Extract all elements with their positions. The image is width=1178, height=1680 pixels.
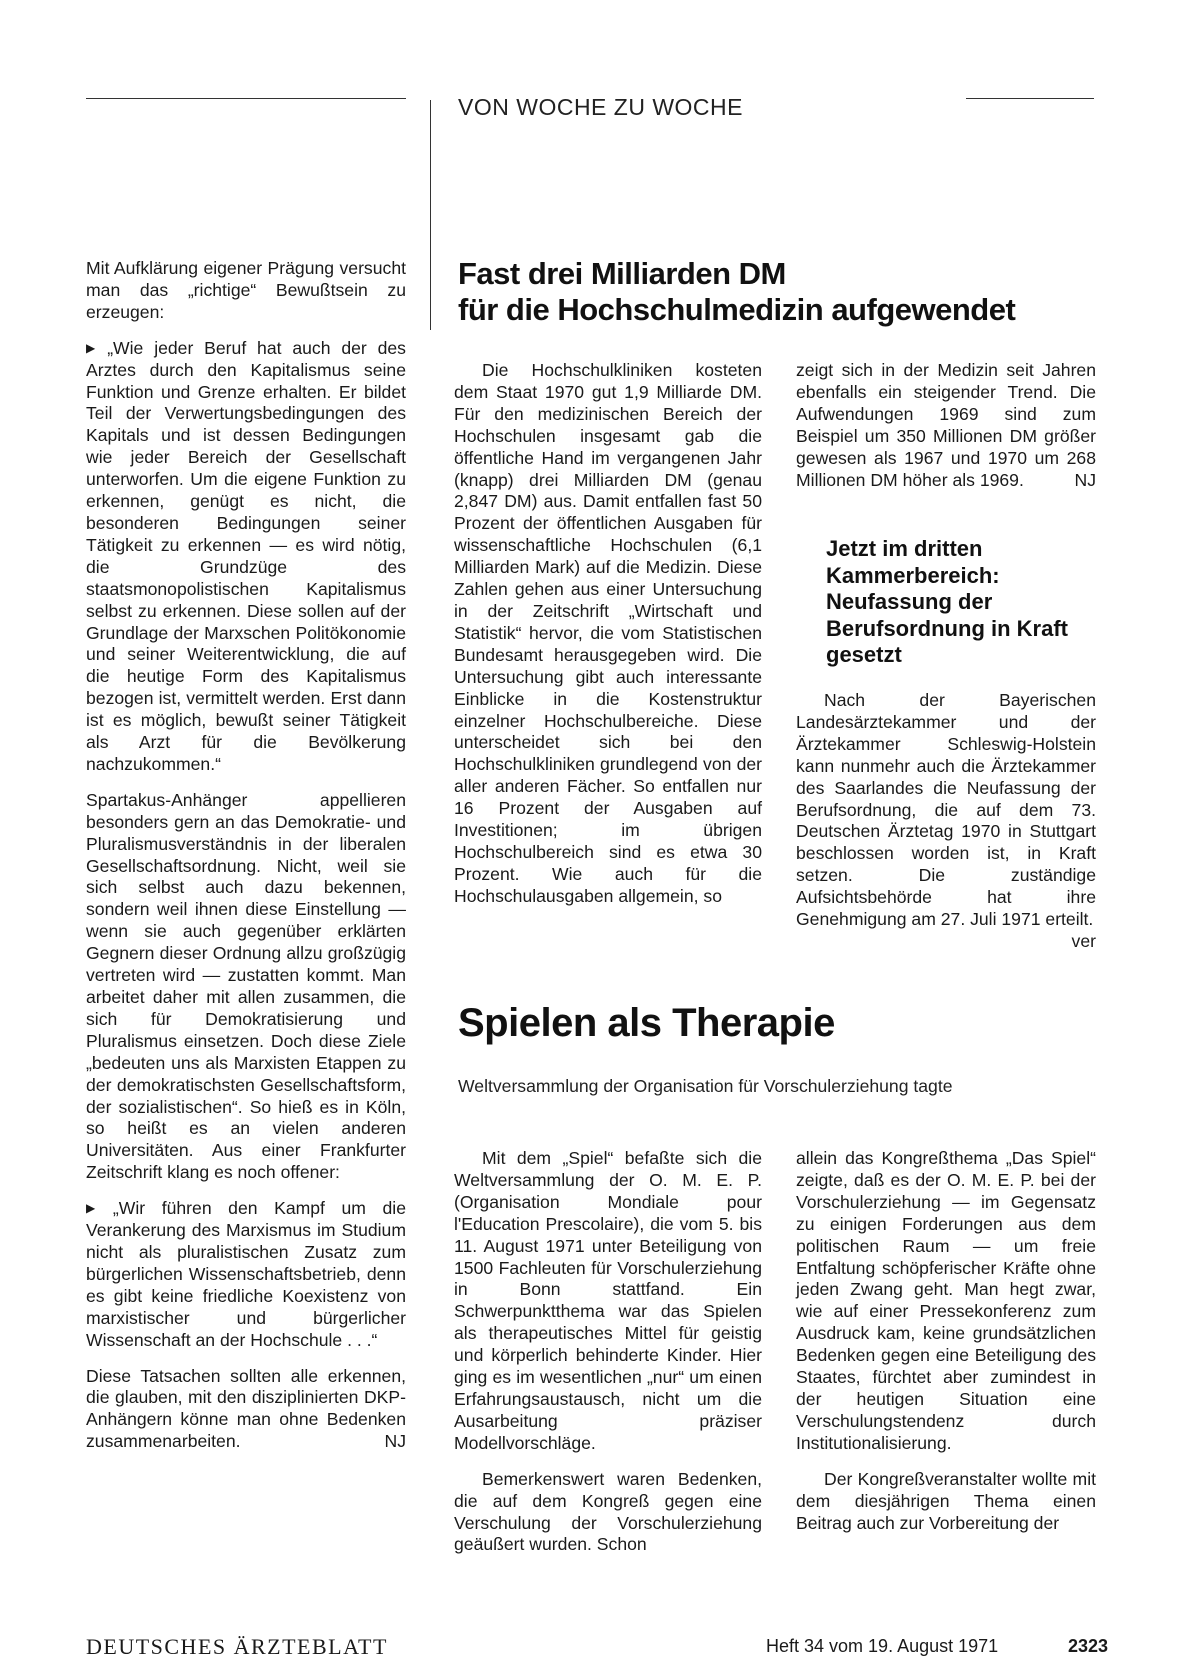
article1-col1 [454, 360, 762, 908]
left-quote-1-text: „Wie jeder Beruf hat auch der des Arztes durch den Kapitalismus seine Funktion und Grenze erhalten. Er bildet Teil der Verwertungsbedingungen des Kapitals und ist dessen Bedingungen wie jeder Bereich der Gesellschaft unterworfen. Um die eigene Funktion zu erkennen, genügt es nicht, die besonderen Bedingungen seiner Tätigkeit zu erkennen — es wird nötig, die Grundzüge des staatsmonopolistischen Kapitalismus selbst zu erkennen. Diese sollen auf der Grundlage der Marxschen Politökonomie und seiner Weiterentwicklung, die auf die heutige Form des Kapitalismus bezogen ist, vermittelt werden. Erst dann ist es möglich, bewußt seiner Tätigkeit als Arzt für die Bevölkerung nachzukommen.“ [86, 337, 406, 774]
left-paragraph-2: Spartakus-Anhänger appellieren besonders gern an das Demokratie- und Pluralismusverständnis in der liberalen Gesellschaftsordnung. Nicht, weil sie sich selbst auch dazu bekennen, sondern weil ihnen diese Einstellung — wenn sie auch gegenüber erklärten Gegnern dieser Ordnung allzu großzügig vertreten wird — zustatten kommt. Man arbeitet daher mit allen zusammen, die sich für Demokratisierung und Pluralismus einsetzen. Doch diese Ziele „bedeuten uns als Marxisten Etappen zu der demokratischsten Gesellschaftsform, der sozialistischen“. So hieß es in Köln, so heißt es an vielen anderen Universitäten. Aus einer Frankfurter Zeitschrift klang es noch offener: [86, 789, 406, 1183]
article3-col2-p1: allein das Kongreßthema „Das Spiel“ zeigte, daß es der O. M. E. P. bei der Vorschulerziehung — im Gegensatz zu einigen Forderungen aus dem politischen Raum — um freie Entfaltung schöpferischer Kräfte ohne jeden Zwang geht. Man hegt zwar, wie auf einer Pressekonferenz zum Ausdruck kam, keine grundsätzlichen Bedenken gegen eine Beteiligung des Staates, fürchtet aber zumindest in der heutigen Situation eine Verschulungstendenz durch Institutionalisierung. [796, 1148, 1096, 1453]
left-column [86, 258, 406, 1453]
article1-col2-text [796, 360, 1096, 491]
article1-headline-line2: für die Hochschulmedizin aufgewendet [458, 292, 1016, 327]
footer-journal: DEUTSCHES ÄRZTEBLATT [86, 1634, 388, 1659]
article3-col2-p2: Der Kongreßveranstalter wollte mit dem diesjährigen Thema einen Beitrag auch zur Vorbereitung der [796, 1468, 1096, 1533]
article2-body [796, 690, 1096, 953]
header-rule-right [966, 98, 1094, 99]
left-intro: Mit Aufklärung eigener Prägung versucht man das „richtige“ Bewußtsein zu erzeugen: [86, 258, 406, 322]
left-closing-text: Diese Tatsachen sollten alle erkennen, die glauben, mit den disziplinierten DKP-Anhängern könne man ohne Bedenken zusammenarbeiten. [86, 1365, 406, 1452]
left-quote-2-text: „Wir führen den Kampf um die Verankerung des Marxismus im Studium nicht als pluralistischen Zusatz zum bürgerlichen Wissenschaftsbetrieb, denn es gibt keine friedliche Koexistenz von marxistischer und bürgerlicher Wissenschaft an der Hochschule . . .“ [86, 1198, 407, 1350]
footer-issue: Heft 34 vom 19. August 1971 [766, 1636, 999, 1656]
article1-col1-text: Die Hochschulkliniken kosteten dem Staat 1970 gut 1,9 Milliarde DM. Für den medizinischen Bereich der Hochschulen insgesamt gab die öffentliche Hand im vergangenen Jahr (knapp) drei Milliarden DM (genau 2,847 DM) aus. Damit entfallen fast 50 Prozent der öffentlichen Ausgaben für wissenschaftliche Hochschulen (6,1 Milliarden Mark) auf die Medizin. Diese Zahlen gehen aus einer Untersuchung in der Zeitschrift „Wirtschaft und Statistik“ hervor, die vom Statistischen Bundesamt herausgegeben wird. Die Untersuchung gibt auch interessante Einblicke in die Kostenstruktur einzelner Hochschulbereiche. Diese unterscheidet sich bei den Hochschulkliniken grundlegend von der aller anderen Fächer. So entfallen nur 16 Prozent der Ausgaben auf Investitionen; im übrigen Hochschulbereich sind es etwa 30 Prozent. Wie auch für die Hochschulausgaben allgemein, so [454, 360, 762, 906]
column-divider [430, 100, 431, 330]
article3-subheadline: Weltversammlung der Organisation für Vorschulerziehung tagte [458, 1076, 953, 1096]
article2-signature: ver [1071, 930, 1096, 951]
article3-col1-p1: Mit dem „Spiel“ befaßte sich die Weltversammlung der O. M. E. P. (Organisation Mondiale pour l'Education Prescolaire), die vom 5. bis 11. August 1971 unter Beteiligung von 1500 Fachleuten für Vorschulerziehung in Bonn stattfand. Ein Schwerpunktthema war das Spielen als therapeutisches Mittel für geistig und körperlich behinderte Kinder. Hier ging es im wesentlichen „nur“ um einen Erfahrungsaustausch, nicht um die Ausarbeitung präziser Modellvorschläge. [454, 1148, 762, 1453]
left-quote-2 [86, 1198, 406, 1351]
article1-headline [458, 256, 1098, 328]
article1-col2-body: zeigt sich in der Medizin seit Jahren ebenfalls ein steigender Trend. Die Aufwendungen 1969 sind zum Beispiel um 350 Millionen DM größer gewesen als 1967 und 1970 um 268 Millionen DM höher als 1969. [796, 360, 1096, 490]
article1-col2 [796, 360, 1096, 491]
header-rule-left [86, 98, 406, 99]
article2-headline: Jetzt im dritten Kammerbereich: Neufassung der Berufsordnung in Kraft gesetzt [826, 536, 1068, 667]
article3-col1 [454, 1148, 762, 1556]
article3-col2 [796, 1148, 1096, 1534]
article1-signature: NJ [1074, 469, 1096, 490]
article1-headline-line1: Fast drei Milliarden DM [458, 256, 786, 291]
left-closing [86, 1366, 406, 1454]
article2-body-text: Nach der Bayerischen Landesärztekammer und der Ärztekammer Schleswig-Holstein kann nunmehr auch die Ärztekammer des Saarlandes die Neufassung der Berufsordnung, die auf dem 73. Deutschen Ärztetag 1970 in Stuttgart beschlossen worden ist, in Kraft setzen. Die zuständige Aufsichtsbehörde hat ihre Genehmigung am 27. Juli 1971 erteilt. [796, 690, 1096, 930]
article3-col1-p2: Bemerkenswert waren Bedenken, die auf dem Kongreß gegen eine Verschulung der Vorschulerziehung geäußert wurden. Schon [454, 1468, 762, 1555]
article3-headline: Spielen als Therapie [458, 1001, 835, 1045]
section-label: VON WOCHE ZU WOCHE [458, 94, 743, 120]
left-signature: NJ [384, 1431, 406, 1452]
footer-page-number: 2323 [1068, 1636, 1109, 1656]
article2-text [796, 690, 1096, 951]
left-quote-1 [86, 338, 406, 776]
